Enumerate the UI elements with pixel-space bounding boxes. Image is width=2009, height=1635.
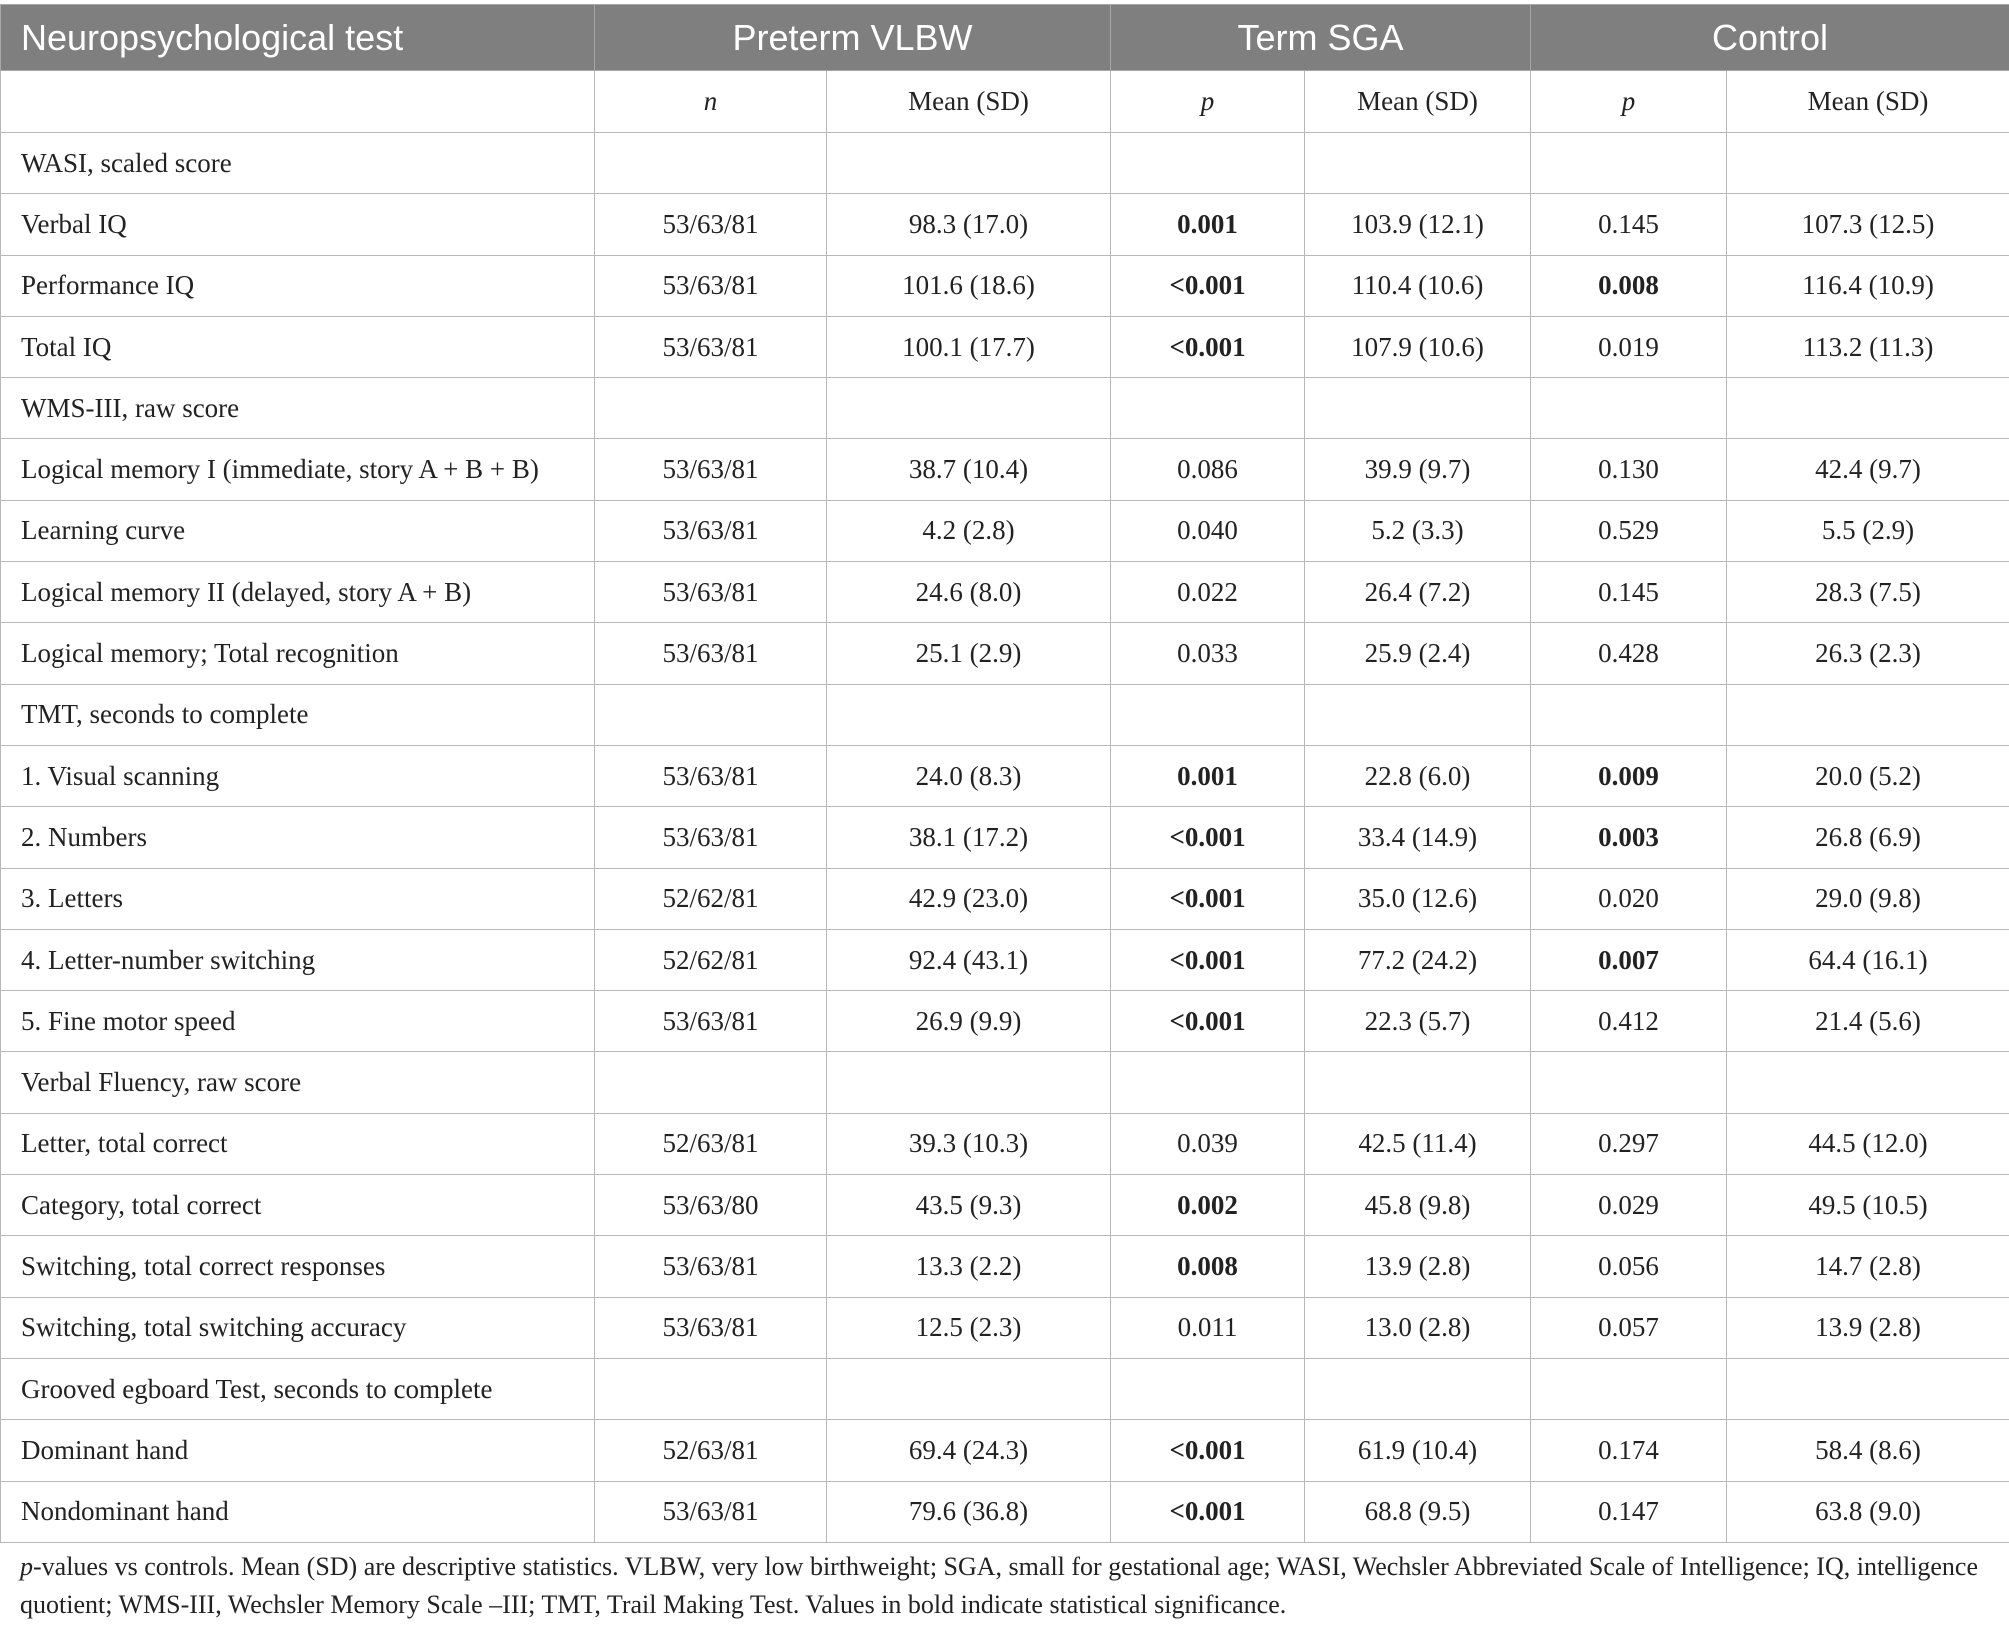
- n-cell: 52/63/81: [595, 1113, 827, 1174]
- p-sga-cell: 0.297: [1531, 1113, 1727, 1174]
- empty-cell: [827, 378, 1111, 439]
- n-cell: 53/63/81: [595, 1297, 827, 1358]
- sga-mean-cell: 26.4 (7.2): [1305, 562, 1531, 623]
- empty-cell: [1111, 133, 1305, 194]
- section-row: [1, 133, 2009, 194]
- test-label: 3. Letters: [1, 868, 595, 929]
- p-sga-cell: 0.529: [1531, 500, 1727, 561]
- table-row: [1, 1175, 2009, 1236]
- test-label: Dominant hand: [1, 1420, 595, 1481]
- n-cell: 53/63/81: [595, 807, 827, 868]
- n-cell: 52/63/81: [595, 1420, 827, 1481]
- empty-cell: [1727, 1358, 2009, 1419]
- control-mean-cell: 29.0 (9.8): [1727, 868, 2009, 929]
- sga-mean-cell: 45.8 (9.8): [1305, 1175, 1531, 1236]
- footnote-text: -values vs controls. Mean (SD) are descriptive statistics. VLBW, very low birthweight; SGA, small for gestational age; WASI, Wechsler Abbreviated Scale of Intelligence; IQ, intelligence quotient; WMS-III, Wechsler Memory Scale –III; TMT, Trail Making Test. Values in bold indicate statistical significance.: [20, 1552, 1979, 1619]
- vlbw-mean-cell: 12.5 (2.3): [827, 1297, 1111, 1358]
- table-row: [1, 623, 2009, 684]
- sub-header-row: [1, 71, 2009, 133]
- p-vlbw-cell: <0.001: [1111, 929, 1305, 990]
- test-label: Category, total correct: [1, 1175, 595, 1236]
- p-sga-cell: 0.019: [1531, 316, 1727, 377]
- test-label: Performance IQ: [1, 255, 595, 316]
- control-mean-cell: 5.5 (2.9): [1727, 500, 2009, 561]
- section-label: Verbal Fluency, raw score: [1, 1052, 595, 1113]
- control-mean-cell: 20.0 (5.2): [1727, 745, 2009, 806]
- p-vlbw-cell: <0.001: [1111, 316, 1305, 377]
- vlbw-mean-cell: 24.0 (8.3): [827, 745, 1111, 806]
- p-vlbw-cell: 0.040: [1111, 500, 1305, 561]
- table-row: [1, 562, 2009, 623]
- table-footnote: [20, 1548, 1995, 1624]
- table-row: [1, 316, 2009, 377]
- p-sga-cell: 0.412: [1531, 991, 1727, 1052]
- n-cell: 53/63/80: [595, 1175, 827, 1236]
- p-sga-cell: 0.428: [1531, 623, 1727, 684]
- test-label: Nondominant hand: [1, 1481, 595, 1542]
- sub-header-sga-mean: Mean (SD): [1305, 71, 1531, 133]
- p-vlbw-cell: 0.008: [1111, 1236, 1305, 1297]
- sga-mean-cell: 61.9 (10.4): [1305, 1420, 1531, 1481]
- table-row: [1, 500, 2009, 561]
- sub-header-control-mean: Mean (SD): [1727, 71, 2009, 133]
- sga-mean-cell: 5.2 (3.3): [1305, 500, 1531, 561]
- section-row: [1, 1052, 2009, 1113]
- sga-mean-cell: 13.9 (2.8): [1305, 1236, 1531, 1297]
- n-cell: 53/63/81: [595, 500, 827, 561]
- vlbw-mean-cell: 43.5 (9.3): [827, 1175, 1111, 1236]
- vlbw-mean-cell: 42.9 (23.0): [827, 868, 1111, 929]
- empty-cell: [1531, 684, 1727, 745]
- group-header-row: [1, 5, 2009, 71]
- test-label: Logical memory I (immediate, story A + B + B): [1, 439, 595, 500]
- vlbw-mean-cell: 4.2 (2.8): [827, 500, 1111, 561]
- vlbw-mean-cell: 98.3 (17.0): [827, 194, 1111, 255]
- test-label: Logical memory II (delayed, story A + B): [1, 562, 595, 623]
- empty-cell: [1727, 133, 2009, 194]
- vlbw-mean-cell: 79.6 (36.8): [827, 1481, 1111, 1542]
- table-row: [1, 1297, 2009, 1358]
- empty-cell: [1531, 133, 1727, 194]
- p-sga-cell: 0.145: [1531, 562, 1727, 623]
- sga-mean-cell: 25.9 (2.4): [1305, 623, 1531, 684]
- table-body: [1, 133, 2009, 1543]
- table-row: [1, 194, 2009, 255]
- vlbw-mean-cell: 38.7 (10.4): [827, 439, 1111, 500]
- p-sga-cell: 0.020: [1531, 868, 1727, 929]
- empty-cell: [1305, 1358, 1531, 1419]
- empty-cell: [1531, 1358, 1727, 1419]
- p-vlbw-cell: 0.033: [1111, 623, 1305, 684]
- control-mean-cell: 49.5 (10.5): [1727, 1175, 2009, 1236]
- p-sga-cell: 0.003: [1531, 807, 1727, 868]
- vlbw-mean-cell: 92.4 (43.1): [827, 929, 1111, 990]
- section-label: WASI, scaled score: [1, 133, 595, 194]
- p-sga-cell: 0.130: [1531, 439, 1727, 500]
- empty-cell: [1531, 378, 1727, 439]
- control-mean-cell: 63.8 (9.0): [1727, 1481, 2009, 1542]
- empty-cell: [827, 1358, 1111, 1419]
- vlbw-mean-cell: 39.3 (10.3): [827, 1113, 1111, 1174]
- p-vlbw-cell: <0.001: [1111, 255, 1305, 316]
- empty-cell: [1111, 378, 1305, 439]
- n-cell: 52/62/81: [595, 868, 827, 929]
- vlbw-mean-cell: 25.1 (2.9): [827, 623, 1111, 684]
- p-vlbw-cell: <0.001: [1111, 1481, 1305, 1542]
- empty-cell: [1727, 684, 2009, 745]
- n-cell: 53/63/81: [595, 255, 827, 316]
- test-label: Switching, total correct responses: [1, 1236, 595, 1297]
- header-preterm-vlbw: Preterm VLBW: [595, 5, 1111, 71]
- n-cell: 53/63/81: [595, 1236, 827, 1297]
- sga-mean-cell: 39.9 (9.7): [1305, 439, 1531, 500]
- sga-mean-cell: 68.8 (9.5): [1305, 1481, 1531, 1542]
- section-label: Grooved egboard Test, seconds to complete: [1, 1358, 595, 1419]
- table-row: [1, 1113, 2009, 1174]
- control-mean-cell: 113.2 (11.3): [1727, 316, 2009, 377]
- header-control: Control: [1531, 5, 2009, 71]
- empty-cell: [595, 133, 827, 194]
- vlbw-mean-cell: 26.9 (9.9): [827, 991, 1111, 1052]
- p-sga-cell: 0.007: [1531, 929, 1727, 990]
- p-sga-cell: 0.147: [1531, 1481, 1727, 1542]
- table-row: [1, 1420, 2009, 1481]
- footnote-p-italic: p: [20, 1552, 33, 1581]
- sga-mean-cell: 110.4 (10.6): [1305, 255, 1531, 316]
- section-label: TMT, seconds to complete: [1, 684, 595, 745]
- table-row: [1, 745, 2009, 806]
- sga-mean-cell: 35.0 (12.6): [1305, 868, 1531, 929]
- test-label: Switching, total switching accuracy: [1, 1297, 595, 1358]
- vlbw-mean-cell: 13.3 (2.2): [827, 1236, 1111, 1297]
- empty-cell: [827, 684, 1111, 745]
- test-label: 4. Letter-number switching: [1, 929, 595, 990]
- sga-mean-cell: 33.4 (14.9): [1305, 807, 1531, 868]
- vlbw-mean-cell: 101.6 (18.6): [827, 255, 1111, 316]
- n-cell: 53/63/81: [595, 623, 827, 684]
- n-cell: 53/63/81: [595, 991, 827, 1052]
- sga-mean-cell: 103.9 (12.1): [1305, 194, 1531, 255]
- sga-mean-cell: 42.5 (11.4): [1305, 1113, 1531, 1174]
- n-cell: 53/63/81: [595, 562, 827, 623]
- sga-mean-cell: 22.3 (5.7): [1305, 991, 1531, 1052]
- empty-cell: [595, 684, 827, 745]
- table-row: [1, 868, 2009, 929]
- section-row: [1, 1358, 2009, 1419]
- control-mean-cell: 26.3 (2.3): [1727, 623, 2009, 684]
- table-row: [1, 929, 2009, 990]
- p-sga-cell: 0.057: [1531, 1297, 1727, 1358]
- p-vlbw-cell: 0.011: [1111, 1297, 1305, 1358]
- header-test: Neuropsychological test: [1, 5, 595, 71]
- empty-cell: [595, 1358, 827, 1419]
- test-label: Logical memory; Total recognition: [1, 623, 595, 684]
- vlbw-mean-cell: 69.4 (24.3): [827, 1420, 1111, 1481]
- results-table: [0, 4, 2009, 1543]
- empty-cell: [1305, 684, 1531, 745]
- header-term-sga: Term SGA: [1111, 5, 1531, 71]
- empty-cell: [1111, 1358, 1305, 1419]
- empty-cell: [595, 1052, 827, 1113]
- control-mean-cell: 28.3 (7.5): [1727, 562, 2009, 623]
- sub-header-p-sga: p: [1531, 71, 1727, 133]
- p-vlbw-cell: 0.001: [1111, 745, 1305, 806]
- empty-cell: [595, 378, 827, 439]
- p-vlbw-cell: 0.022: [1111, 562, 1305, 623]
- control-mean-cell: 58.4 (8.6): [1727, 1420, 2009, 1481]
- control-mean-cell: 64.4 (16.1): [1727, 929, 2009, 990]
- n-cell: 53/63/81: [595, 194, 827, 255]
- p-sga-cell: 0.009: [1531, 745, 1727, 806]
- test-label: Total IQ: [1, 316, 595, 377]
- p-sga-cell: 0.008: [1531, 255, 1727, 316]
- p-sga-cell: 0.145: [1531, 194, 1727, 255]
- empty-cell: [1111, 1052, 1305, 1113]
- test-label: Verbal IQ: [1, 194, 595, 255]
- sga-mean-cell: 13.0 (2.8): [1305, 1297, 1531, 1358]
- test-label: 2. Numbers: [1, 807, 595, 868]
- p-vlbw-cell: <0.001: [1111, 807, 1305, 868]
- n-cell: 53/63/81: [595, 439, 827, 500]
- sub-header-n: n: [595, 71, 827, 133]
- p-vlbw-cell: 0.039: [1111, 1113, 1305, 1174]
- control-mean-cell: 107.3 (12.5): [1727, 194, 2009, 255]
- control-mean-cell: 26.8 (6.9): [1727, 807, 2009, 868]
- p-vlbw-cell: <0.001: [1111, 991, 1305, 1052]
- control-mean-cell: 42.4 (9.7): [1727, 439, 2009, 500]
- table-row: [1, 439, 2009, 500]
- p-vlbw-cell: 0.086: [1111, 439, 1305, 500]
- empty-cell: [1305, 133, 1531, 194]
- control-mean-cell: 21.4 (5.6): [1727, 991, 2009, 1052]
- p-sga-cell: 0.056: [1531, 1236, 1727, 1297]
- p-sga-cell: 0.174: [1531, 1420, 1727, 1481]
- vlbw-mean-cell: 38.1 (17.2): [827, 807, 1111, 868]
- table-row: [1, 991, 2009, 1052]
- section-label: WMS-III, raw score: [1, 378, 595, 439]
- test-label: Learning curve: [1, 500, 595, 561]
- table-row: [1, 1481, 2009, 1542]
- sga-mean-cell: 77.2 (24.2): [1305, 929, 1531, 990]
- n-cell: 53/63/81: [595, 1481, 827, 1542]
- control-mean-cell: 44.5 (12.0): [1727, 1113, 2009, 1174]
- control-mean-cell: 116.4 (10.9): [1727, 255, 2009, 316]
- p-vlbw-cell: <0.001: [1111, 1420, 1305, 1481]
- vlbw-mean-cell: 24.6 (8.0): [827, 562, 1111, 623]
- vlbw-mean-cell: 100.1 (17.7): [827, 316, 1111, 377]
- test-label: Letter, total correct: [1, 1113, 595, 1174]
- control-mean-cell: 13.9 (2.8): [1727, 1297, 2009, 1358]
- n-cell: 53/63/81: [595, 745, 827, 806]
- empty-cell: [827, 133, 1111, 194]
- empty-cell: [1727, 1052, 2009, 1113]
- p-vlbw-cell: 0.001: [1111, 194, 1305, 255]
- sga-mean-cell: 22.8 (6.0): [1305, 745, 1531, 806]
- table-row: [1, 1236, 2009, 1297]
- sub-header-empty: [1, 71, 595, 133]
- p-vlbw-cell: <0.001: [1111, 868, 1305, 929]
- control-mean-cell: 14.7 (2.8): [1727, 1236, 2009, 1297]
- empty-cell: [1531, 1052, 1727, 1113]
- sub-header-vlbw-mean: Mean (SD): [827, 71, 1111, 133]
- section-row: [1, 378, 2009, 439]
- n-cell: 53/63/81: [595, 316, 827, 377]
- empty-cell: [1305, 1052, 1531, 1113]
- sga-mean-cell: 107.9 (10.6): [1305, 316, 1531, 377]
- n-cell: 52/62/81: [595, 929, 827, 990]
- table-row: [1, 807, 2009, 868]
- test-label: 5. Fine motor speed: [1, 991, 595, 1052]
- empty-cell: [1111, 684, 1305, 745]
- empty-cell: [1305, 378, 1531, 439]
- empty-cell: [1727, 378, 2009, 439]
- sub-header-p-vlbw: p: [1111, 71, 1305, 133]
- p-sga-cell: 0.029: [1531, 1175, 1727, 1236]
- section-row: [1, 684, 2009, 745]
- test-label: 1. Visual scanning: [1, 745, 595, 806]
- p-vlbw-cell: 0.002: [1111, 1175, 1305, 1236]
- table-row: [1, 255, 2009, 316]
- empty-cell: [827, 1052, 1111, 1113]
